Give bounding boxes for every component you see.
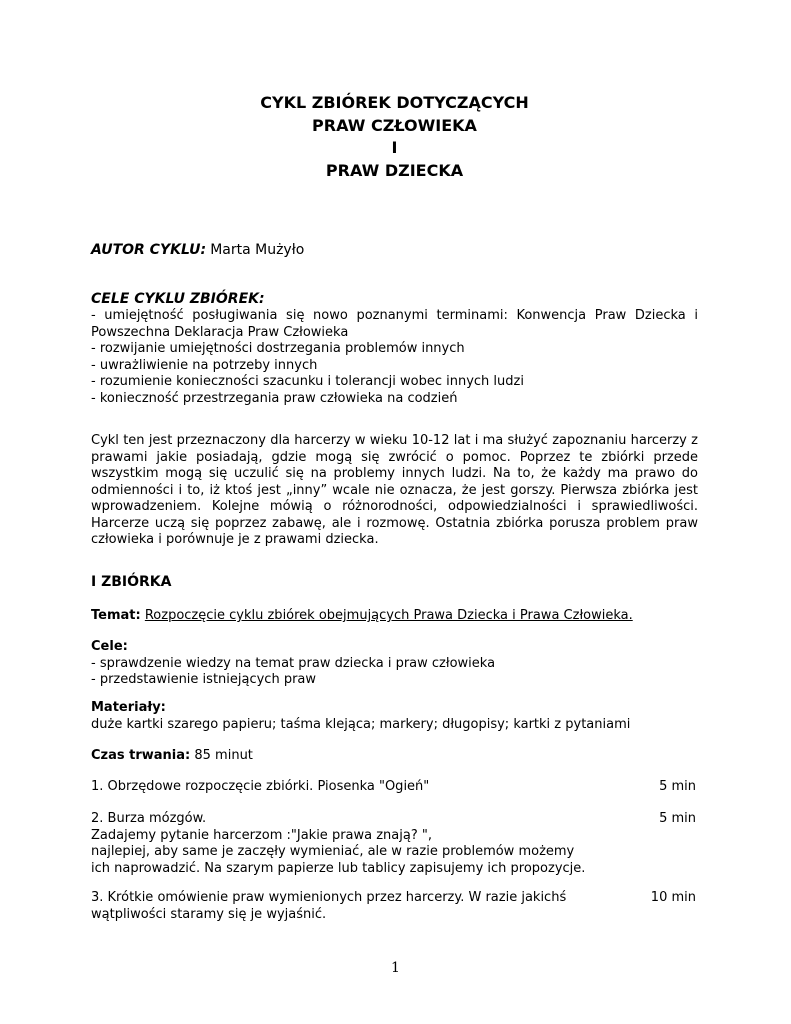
step-3-line: wątpliwości staramy się je wyjaśnić. xyxy=(91,906,327,922)
author-label: AUTOR CYKLU: xyxy=(91,242,207,258)
author-line xyxy=(91,242,698,260)
intro-line: wszystkim mogą się uczulić się na problemy innych ludzi. Na to, że każdy ma prawo do xyxy=(91,466,698,481)
step-2-line: Zadajemy pytanie harcerzom :"Jakie prawa znają? ", xyxy=(91,827,432,843)
intro-line: człowieka i porównuje je z prawami dziecka. xyxy=(91,532,379,547)
page-number: 1 xyxy=(391,960,400,976)
step-3-time: 10 min xyxy=(650,890,696,905)
materials-value: duże kartki szarego papieru; taśma klejąca; markery; długopisy; kartki z pytaniami xyxy=(91,716,631,732)
meeting-goal-item: - sprawdzenie wiedzy na temat praw dziecka i praw człowieka xyxy=(91,655,496,671)
intro-line: wprowadzeniem. Kolejne mówią o różnorodności, odpowiedzialności i sprawiedliwości. xyxy=(91,499,698,514)
goal-item: - rozwijanie umiejętności dostrzegania problemów innych xyxy=(91,341,465,356)
document-title xyxy=(91,92,698,182)
topic-line xyxy=(91,608,698,625)
step-1 xyxy=(91,779,698,796)
meeting-goal-item: - przedstawienie istniejących praw xyxy=(91,672,317,687)
step-2-line: ich naprowadzić. Na szarym papierze lub tablicy zapisujemy ich propozycje. xyxy=(91,860,586,876)
goals-heading: CELE CYKLU ZBIÓREK: xyxy=(91,291,265,307)
step-1-text: 1. Obrzędowe rozpoczęcie zbiórki. Piosenka "Ogień" xyxy=(91,779,430,794)
intro-paragraph xyxy=(91,433,698,549)
materials xyxy=(91,700,698,733)
title-line-2: PRAW CZŁOWIEKA xyxy=(312,115,477,135)
goal-item: - uwrażliwienie na potrzeby innych xyxy=(91,357,318,373)
goal-item: - umiejętność posługiwania się nowo poznanymi terminami: Konwencja Praw Dziecka i xyxy=(91,308,698,323)
intro-line: prawami jakie posiadają, gdzie mogą się zwrócić o pomoc. Poprzez te zbiórki przede xyxy=(91,449,698,465)
duration-line xyxy=(91,748,698,765)
title-line-1: CYKL ZBIÓREK DOTYCZĄCYCH xyxy=(260,93,529,112)
step-3 xyxy=(91,890,698,923)
goals-section xyxy=(91,290,698,407)
title-line-4: PRAW DZIECKA xyxy=(325,160,464,180)
duration-label: Czas trwania: xyxy=(91,748,191,763)
author-name: Marta Mużyło xyxy=(210,242,305,258)
goal-item: - konieczność przestrzegania praw człowieka na codzień xyxy=(91,390,458,406)
goal-item-continued: Powszechna Deklaracja Praw Człowieka xyxy=(91,324,349,340)
step-3-title: 3. Krótkie omówienie praw wymienionych przez harcerzy. W razie jakichś xyxy=(91,890,567,905)
meeting-goals xyxy=(91,639,698,689)
materials-label: Materiały: xyxy=(91,700,166,715)
topic-value: Rozpoczęcie cyklu zbiórek obejmujących Prawa Dziecka i Prawa Człowieka. xyxy=(144,608,633,623)
step-2-time: 5 min xyxy=(659,811,696,826)
step-1-time: 5 min xyxy=(659,779,696,794)
duration-value: 85 minut xyxy=(194,748,253,763)
step-2 xyxy=(91,811,698,877)
meeting-goals-label: Cele: xyxy=(91,639,128,654)
intro-line: Harcerze uczą się poprzez zabawę, ale i rozmowę. Ostatnia zbiórka porusza problem praw xyxy=(91,515,698,531)
topic-label: Temat: xyxy=(91,608,141,623)
intro-line: Cykl ten jest przeznaczony dla harcerzy w wieku 10-12 lat i ma służyć zapoznaniu harcerzy z xyxy=(91,433,698,448)
step-2-line: najlepiej, aby same je zaczęły wymieniać, ale w razie problemów możemy xyxy=(91,844,575,859)
title-line-3: I xyxy=(391,138,398,157)
goal-item: - rozumienie konieczności szacunku i tolerancji wobec innych ludzi xyxy=(91,374,524,389)
step-2-title: 2. Burza mózgów. xyxy=(91,811,207,826)
meeting-heading: I ZBIÓRKA xyxy=(91,574,172,590)
intro-line: odmienności i to, iż ktoś jest „inny” wcale nie oznacza, że jest gorszy. Pierwsza zbiórka jest xyxy=(91,482,698,498)
